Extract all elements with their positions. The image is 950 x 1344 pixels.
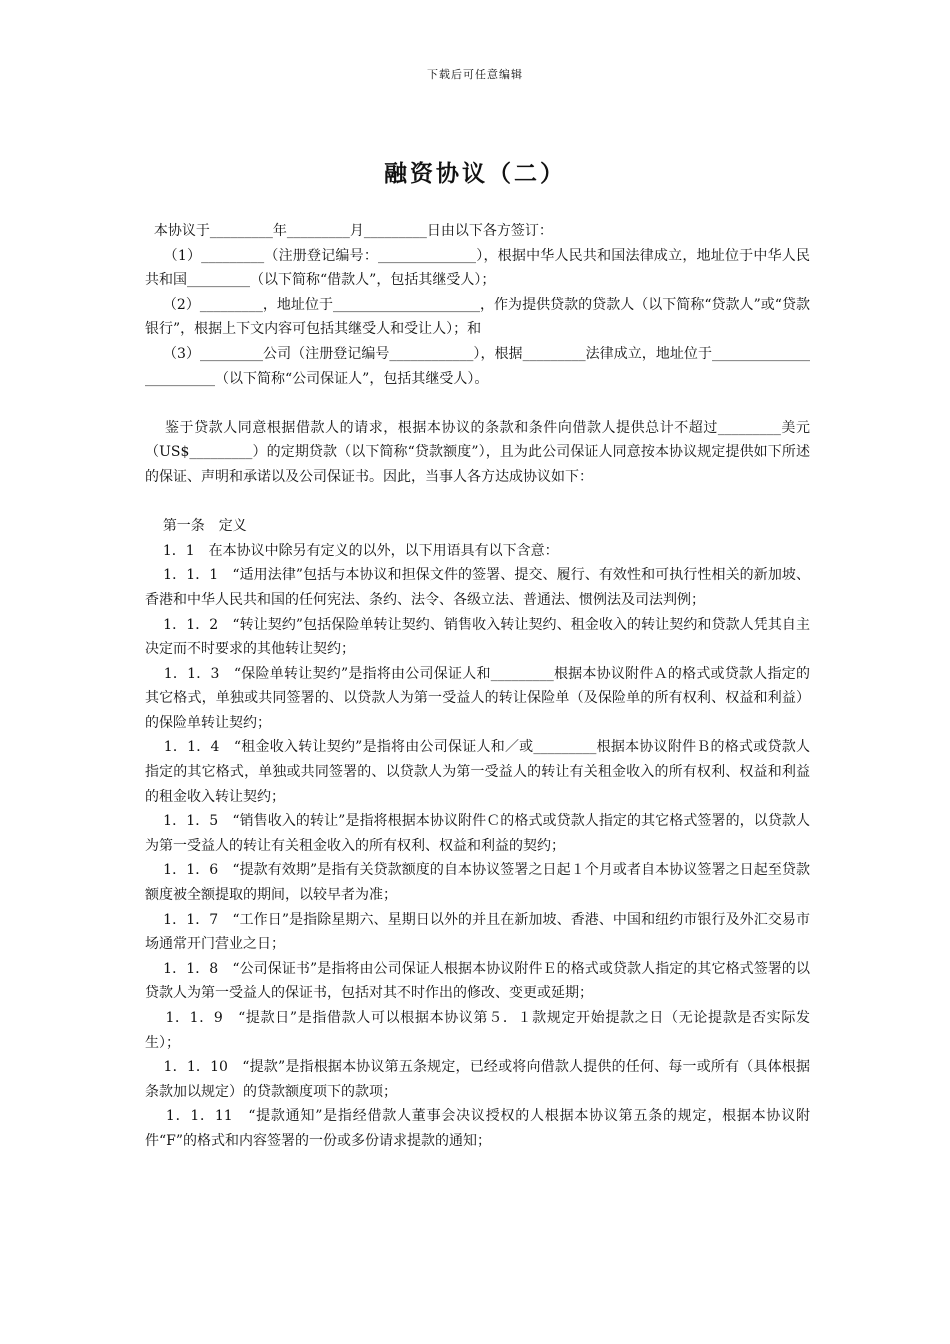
clause-1-1-10: 1．1．10 “提款”是指根据本协议第五条规定，已经或将向借款人提供的任何、每一或所有（具体根据条款加以规定）的贷款额度项下的款项； xyxy=(145,1059,810,1100)
clause-1-1-4: 1．1．4 “租金收入转让契约”是指将由公司保证人和／或_________根据本协议附件Ｂ的格式或贷款人指定的其它格式，单独或共同签署的、以贷款人为第一受益人的转让有关租金收入的所有权利、权益和利益的租金收入转让契约； xyxy=(145,739,810,805)
intro-date-line: 本协议于_________年_________月_________日由以下各方签订： xyxy=(145,223,553,239)
clause-1-1-5: 1．1．5 “销售收入的转让”是指将根据本协议附件Ｃ的格式或贷款人指定的其它格式签署的，以贷款人为第一受益人的转让有关租金收入的所有权利、权益和利益的契约； xyxy=(145,813,810,854)
clause-1-1: 1．1 在本协议中除另有定义的以外，以下用语具有以下含意： xyxy=(145,542,559,559)
document-title: 融资协议（二） xyxy=(384,160,566,187)
clause-1-1-3: 1．1．3 “保险单转让契约”是指将由公司保证人和_________根据本协议附件Ａ的格式或贷款人指定的其它格式，单独或共同签署的、以贷款人为第一受益人的转让保险单（及保险单的所有权利、权益和利益）的保险单转让契约； xyxy=(145,665,810,731)
clause-1-1-7: 1．1．7 “工作日”是指除星期六、星期日以外的并且在新加坡、香港、中国和纽约市银行及外汇交易市场通常开门营业之日； xyxy=(145,911,810,953)
clause-1-1-2: 1．1．2 “转让契约”包括保险单转让契约、销售收入转让契约、租金收入的转让契约和贷款人凭其自主决定而不时要求的其他转让契约； xyxy=(145,616,810,658)
clause-1-1-11: 1．1．11 “提款通知”是指经借款人董事会决议授权的人根据本协议第五条的规定，根据本协议附件“F”的格式和内容签署的一份或多份请求提款的通知； xyxy=(145,1108,810,1149)
clause-1-1-6: 1．1．6 “提款有效期”是指有关贷款额度的自本协议签署之日起１个月或者自本协议签署之日起至贷款额度被全额提取的期间，以较早者为准； xyxy=(145,862,810,904)
clause-1-1-8: 1．1．8 “公司保证书”是指将由公司保证人根据本协议附件Ｅ的格式或贷款人指定的其它格式签署的以贷款人为第一受益人的保证书，包括对其不时作出的修改、变更或延期； xyxy=(145,960,810,1002)
party-lender: （2）_________，地址位于_____________________，作为提供贷款的贷款人（以下简称“贷款人”或“贷款银行”，根据上下文内容可包括其继受人和受让人）；和 xyxy=(145,296,810,338)
article-heading: 第一条 定义 xyxy=(145,518,247,535)
clause-1-1-9: 1．1．9 “提款日”是指借款人可以根据本协议第５．１款规定开始提款之日（无论提款是否实际发生）； xyxy=(145,1010,810,1051)
paragraph-gap xyxy=(145,490,810,515)
document-body xyxy=(145,219,810,1154)
party-borrower: （1）_________（注册登记编号：______________），根据中华人民共和国法律成立，地址位于中华人民共和国_________（以下简称“借款人”，包括其继受人）； xyxy=(145,247,810,289)
party-guarantor: （3）_________公司（注册登记编号____________），根据_________法律成立，地址位于________________________（以下简称“公司保证人”，包括其继受人）。 xyxy=(145,345,810,387)
page-header: 下载后可任意编辑 xyxy=(427,68,523,81)
paragraph-gap xyxy=(145,391,810,416)
recital-paragraph: 鉴于贷款人同意根据借款人的请求，根据本协议的条款和条件向借款人提供总计不超过_________美元（US$_________）的定期贷款（以下简称“贷款额度”），且为此公司保证人同意按本协议规定提供如下所述的保证、声明和承诺以及公司保证书。因此，当事人各方达成协议如下： xyxy=(145,419,810,485)
clause-1-1-1: 1．1．1 “适用法律”包括与本协议和担保文件的签署、提交、履行、有效性和可执行性相关的新加坡、香港和中华人民共和国的任何宪法、条约、法令、各级立法、普通法、惯例法及司法判例； xyxy=(145,567,810,608)
